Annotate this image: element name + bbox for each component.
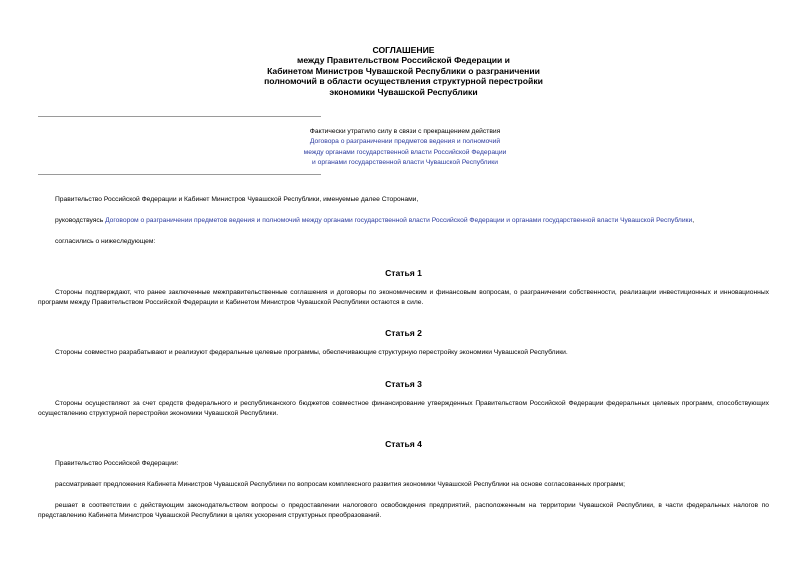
divider-top (38, 116, 321, 117)
divider-bottom (38, 174, 321, 175)
article-4-paragraph-1: Правительство Российской Федерации: (55, 460, 179, 467)
article-1-paragraph: Стороны подтверждают, что ранее заключенные межправительственные соглашения и договоры по экономическим и финансовым вопросам, о разграничении собственности, реализации инвестиционных и инновационных программ между Правительством Российской Федерации и Кабинетом Министров Чувашской Республики остаются в силе. (38, 289, 769, 306)
preamble-suffix: , (692, 217, 695, 224)
article-4-paragraph-3: решает в соответствии с действующим законодательством вопросы о предоставлении налогового освобождения предприятий, расположенным на территории Чувашской Республики, в части федеральных налогов по представлению Кабинета Министров Чувашской Республики в целях ускорения структурных преобразований. (38, 502, 769, 519)
title-line-2: между Правительством Российской Федерации и (297, 55, 510, 66)
document-title (0, 45, 807, 97)
treaty-link[interactable]: Договором о разграничении предметов ведения и полномочий между органами государственной власти Российской Федерации и органами государственной власти Чувашской Республики (105, 217, 693, 224)
article-3-paragraph: Стороны осуществляют за счет средств федерального и республиканского бюджетов совместное финансирование утвержденных Правительством Российской Федерации федеральных целевых программ, способствующих осуществлению структурной перестройки экономики Чувашской Республики. (38, 400, 769, 417)
preamble-paragraph-1: Правительство Российской Федерации и Кабинет Министров Чувашской Республики, именуемые далее Сторонами, (55, 196, 419, 203)
status-note (220, 127, 590, 168)
title-line-3: Кабинетом Министров Чувашской Республики о разграничении (267, 65, 540, 76)
article-3-heading: Статья 3 (385, 379, 422, 389)
preamble-paragraph-3: согласились о нижеследующем: (55, 238, 156, 245)
status-note-link-3[interactable]: и органами государственной власти Чувашской Республики (312, 158, 498, 166)
preamble-prefix: руководствуясь (55, 217, 106, 224)
preamble-paragraph-2 (38, 216, 769, 226)
title-line-5: экономики Чувашской Республики (329, 86, 478, 97)
title-line-4: полномочий в области осуществления структурной перестройки (264, 76, 543, 87)
article-4-paragraph-2: рассматривает предложения Кабинета Министров Чувашской Республики по вопросам комплексного развития экономики Чувашской Республики на основе согласованных программ; (55, 481, 625, 488)
article-4-heading: Статья 4 (385, 439, 422, 449)
status-note-intro: Фактически утратило силу в связи с прекращением действия (309, 128, 501, 135)
article-1-heading: Статья 1 (385, 268, 422, 278)
status-note-link-2[interactable]: между органами государственной власти Российской Федерации (303, 148, 507, 156)
article-2-paragraph: Стороны совместно разрабатывают и реализуют федеральные целевые программы, обеспечивающие структурную перестройку экономики Чувашской Республики. (55, 349, 568, 356)
status-note-link-1[interactable]: Договора о разграничении предметов ведения и полномочий (309, 138, 501, 146)
article-2-heading: Статья 2 (385, 328, 422, 338)
title-line-1: СОГЛАШЕНИЕ (372, 45, 435, 55)
